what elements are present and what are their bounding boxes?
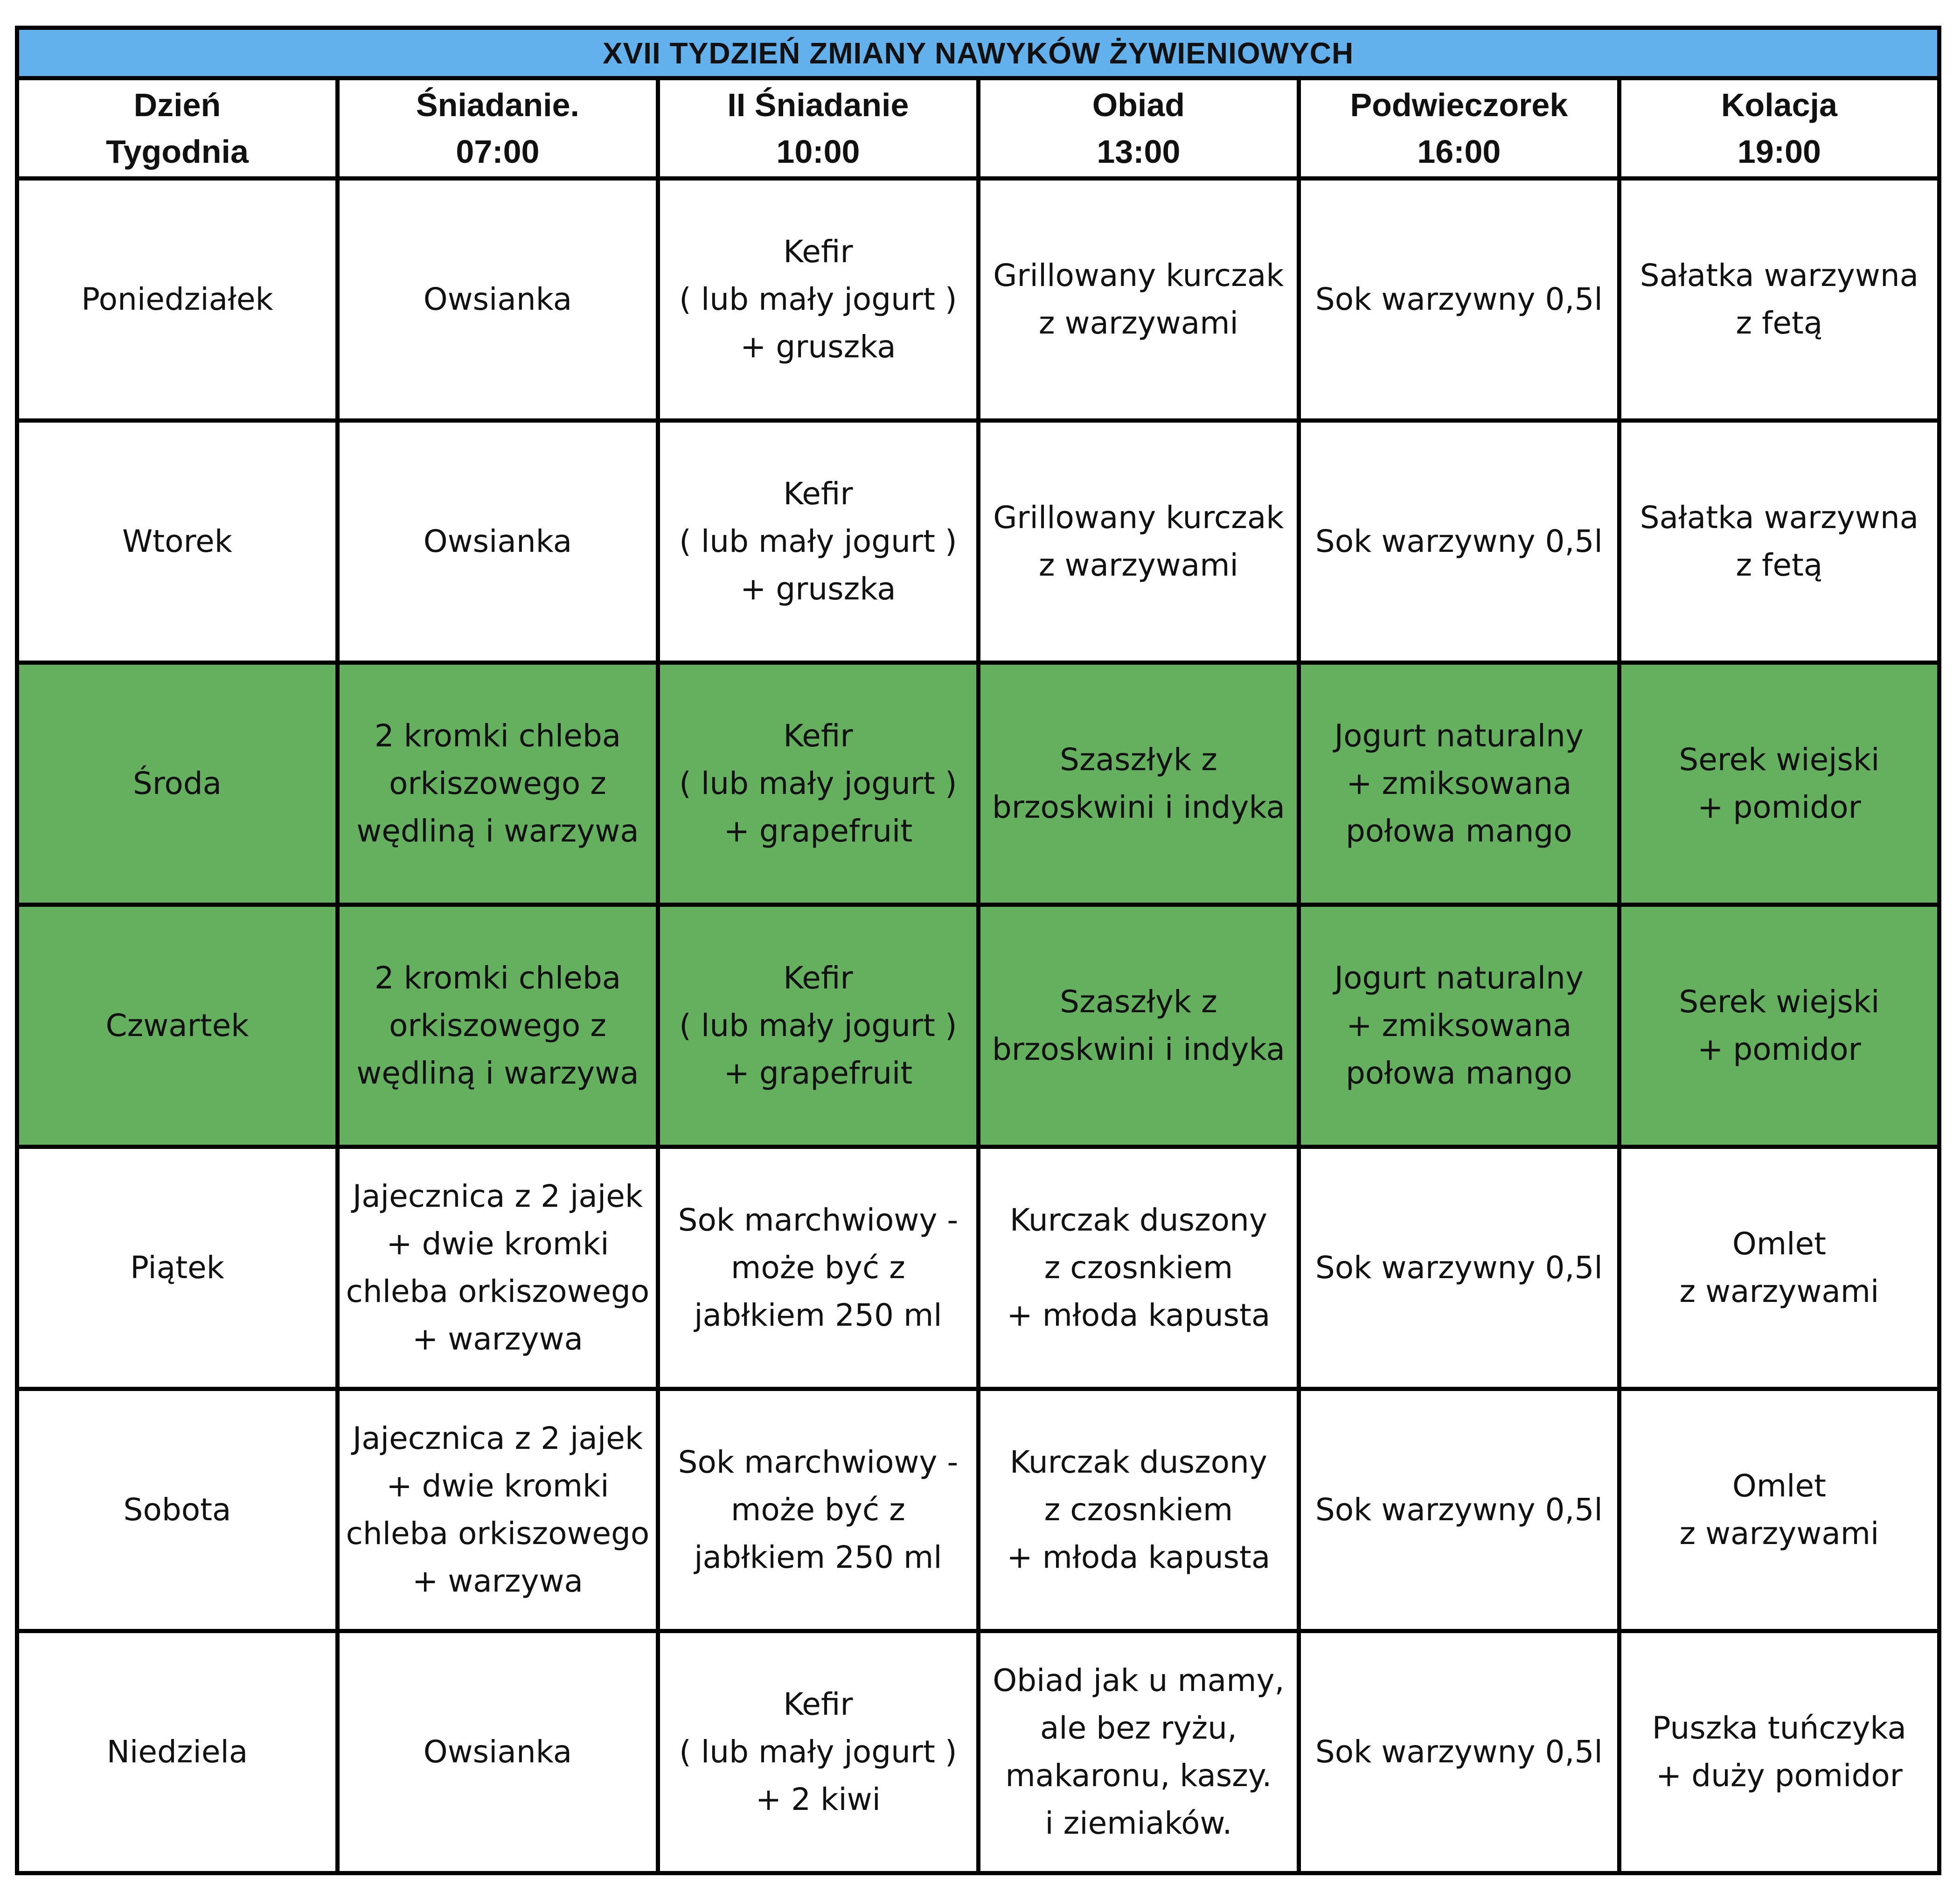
cell-text-line: Kurczak duszony xyxy=(1009,1444,1267,1480)
cell-day xyxy=(17,179,338,421)
cell-lunch xyxy=(978,1389,1299,1631)
cell-second-breakfast xyxy=(658,1631,978,1873)
cell-text-line: ( lub mały jogurt ) xyxy=(679,1734,957,1770)
cell-text-line: Owsianka xyxy=(423,281,572,317)
cell-text-line: Sok warzywny 0,5l xyxy=(1315,1492,1603,1528)
header-row xyxy=(17,78,1939,179)
cell-dinner xyxy=(1619,905,1939,1147)
cell-text-line: + gruszka xyxy=(740,571,896,607)
cell-lunch xyxy=(978,421,1299,663)
cell-lunch xyxy=(978,1147,1299,1389)
table-row xyxy=(17,179,1939,421)
header-breakfast xyxy=(337,78,658,179)
cell-text-line: + grapefruit xyxy=(723,813,913,849)
cell-afternoon-snack xyxy=(1299,1147,1619,1389)
cell-text-line: Omlet xyxy=(1732,1468,1826,1504)
cell-text-line: 13:00 xyxy=(1097,133,1181,170)
cell-text-line: Podwieczorek xyxy=(1350,87,1568,123)
cell-text-line: Piątek xyxy=(130,1250,224,1286)
cell-text-line: Kefir xyxy=(783,234,853,270)
cell-text-line: Sok warzywny 0,5l xyxy=(1315,1250,1603,1286)
cell-text-line: ( lub mały jogurt ) xyxy=(679,765,957,801)
cell-text-line: może być z xyxy=(731,1250,905,1286)
cell-text-line: + dwie kromki xyxy=(386,1468,609,1504)
cell-breakfast xyxy=(337,663,658,905)
cell-text-line: Środa xyxy=(132,765,222,801)
cell-text-line: brzoskwini i indyka xyxy=(992,1031,1285,1067)
cell-text-line: może być z xyxy=(731,1492,905,1528)
cell-text-line: + pomidor xyxy=(1697,789,1861,825)
table-body xyxy=(17,179,1939,1873)
cell-day xyxy=(17,905,338,1147)
cell-afternoon-snack xyxy=(1299,1631,1619,1873)
cell-text-line: Omlet xyxy=(1732,1226,1826,1262)
cell-text-line: + dwie kromki xyxy=(386,1226,609,1262)
cell-text-line: + grapefruit xyxy=(723,1055,913,1091)
cell-text-line: orkiszowego z xyxy=(389,1008,606,1043)
cell-text-line: 19:00 xyxy=(1737,133,1821,170)
cell-text-line: Kolacja xyxy=(1721,87,1837,123)
cell-text-line: 2 kromki chleba xyxy=(374,718,621,754)
cell-day xyxy=(17,1389,338,1631)
cell-text-line: Puszka tuńczyka xyxy=(1652,1710,1906,1746)
cell-text-line: 16:00 xyxy=(1417,133,1501,170)
cell-second-breakfast xyxy=(658,905,978,1147)
cell-text-line: z warzywami xyxy=(1679,1516,1879,1551)
cell-text-line: Szaszłyk z xyxy=(1060,742,1217,778)
cell-day xyxy=(17,1147,338,1389)
cell-second-breakfast xyxy=(658,1147,978,1389)
table-row xyxy=(17,1631,1939,1873)
table-row xyxy=(17,663,1939,905)
table-title: XVII TYDZIEŃ ZMIANY NAWYKÓW ŻYWIENIOWYCH xyxy=(17,28,1939,78)
header-dinner xyxy=(1619,78,1939,179)
cell-text-line: połowa mango xyxy=(1346,1055,1572,1091)
cell-text-line: Kurczak duszony xyxy=(1009,1202,1267,1238)
cell-dinner xyxy=(1619,1389,1939,1631)
cell-text-line: + warzywa xyxy=(412,1321,583,1357)
cell-text-line: Tygodnia xyxy=(106,133,249,170)
cell-lunch xyxy=(978,905,1299,1147)
cell-lunch xyxy=(978,663,1299,905)
cell-text-line: Sok warzywny 0,5l xyxy=(1315,281,1603,317)
cell-text-line: + młoda kapusta xyxy=(1007,1297,1271,1333)
header-afternoon-snack xyxy=(1299,78,1619,179)
table-row xyxy=(17,1147,1939,1389)
meal-plan-table xyxy=(15,26,1941,1875)
cell-text-line: Sok marchwiowy - xyxy=(678,1202,959,1238)
cell-breakfast xyxy=(337,1631,658,1873)
title-row xyxy=(17,28,1939,78)
cell-day xyxy=(17,1631,338,1873)
cell-text-line: wędliną i warzywa xyxy=(356,1055,639,1091)
cell-text-line: Sałatka warzywna xyxy=(1640,257,1919,293)
table-row xyxy=(17,1389,1939,1631)
cell-text-line: Niedziela xyxy=(106,1734,248,1770)
cell-text-line: Sałatka warzywna xyxy=(1640,500,1919,536)
cell-text-line: Kefir xyxy=(783,1686,853,1722)
cell-text-line: brzoskwini i indyka xyxy=(992,789,1285,825)
cell-breakfast xyxy=(337,179,658,421)
cell-text-line: Sobota xyxy=(123,1492,231,1528)
cell-text-line: + młoda kapusta xyxy=(1007,1539,1271,1575)
cell-afternoon-snack xyxy=(1299,1389,1619,1631)
cell-text-line: Sok marchwiowy - xyxy=(678,1444,959,1480)
cell-text-line: Czwartek xyxy=(105,1008,249,1043)
cell-text-line: Poniedziałek xyxy=(81,281,273,317)
cell-text-line: Owsianka xyxy=(423,1734,572,1770)
header-day xyxy=(17,78,338,179)
cell-text-line: z fetą xyxy=(1736,547,1823,583)
cell-text-line: Jajecznica z 2 jajek xyxy=(352,1420,643,1456)
cell-text-line: Jogurt naturalny xyxy=(1334,718,1584,754)
cell-text-line: z czosnkiem xyxy=(1044,1492,1233,1528)
cell-text-line: Grillowany kurczak xyxy=(993,500,1284,536)
cell-text-line: 10:00 xyxy=(776,133,860,170)
table-row xyxy=(17,421,1939,663)
cell-text-line: orkiszowego z xyxy=(389,765,606,801)
cell-text-line: Kefir xyxy=(783,476,853,512)
cell-text-line: z czosnkiem xyxy=(1044,1250,1233,1286)
cell-text-line: Obiad xyxy=(1092,87,1185,123)
cell-text-line: + zmiksowana xyxy=(1346,765,1572,801)
cell-text-line: Szaszłyk z xyxy=(1060,984,1217,1020)
cell-text-line: ( lub mały jogurt ) xyxy=(679,1008,957,1043)
cell-day xyxy=(17,663,338,905)
cell-text-line: + duży pomidor xyxy=(1655,1758,1903,1794)
cell-text-line: + zmiksowana xyxy=(1346,1008,1572,1043)
cell-text-line: Śniadanie. xyxy=(416,87,579,123)
cell-text-line: Sok warzywny 0,5l xyxy=(1315,523,1603,559)
cell-day xyxy=(17,421,338,663)
cell-text-line: Owsianka xyxy=(423,523,572,559)
cell-afternoon-snack xyxy=(1299,905,1619,1147)
cell-text-line: 2 kromki chleba xyxy=(374,960,621,996)
cell-afternoon-snack xyxy=(1299,179,1619,421)
cell-text-line: wędliną i warzywa xyxy=(356,813,639,849)
cell-breakfast xyxy=(337,905,658,1147)
header-lunch xyxy=(978,78,1299,179)
cell-text-line: + 2 kiwi xyxy=(755,1781,881,1817)
cell-text-line: jabłkiem 250 ml xyxy=(694,1539,942,1575)
cell-lunch xyxy=(978,1631,1299,1873)
cell-text-line: + gruszka xyxy=(740,329,896,365)
cell-text-line: Dzień xyxy=(133,87,221,123)
cell-text-line: z fetą xyxy=(1736,305,1823,341)
cell-text-line: ( lub mały jogurt ) xyxy=(679,281,957,317)
cell-text-line: ale bez ryżu, xyxy=(1040,1710,1237,1746)
cell-text-line: jabłkiem 250 ml xyxy=(694,1297,942,1333)
cell-text-line: II Śniadanie xyxy=(727,87,909,123)
cell-text-line: Jogurt naturalny xyxy=(1334,960,1584,996)
cell-second-breakfast xyxy=(658,179,978,421)
cell-text-line: chleba orkiszowego xyxy=(346,1273,650,1309)
cell-text-line: Jajecznica z 2 jajek xyxy=(352,1178,643,1214)
cell-text-line: połowa mango xyxy=(1346,813,1572,849)
cell-text-line: z warzywami xyxy=(1679,1273,1879,1309)
cell-dinner xyxy=(1619,1147,1939,1389)
cell-text-line: Grillowany kurczak xyxy=(993,257,1284,293)
header-second-breakfast xyxy=(658,78,978,179)
cell-text-line: Obiad jak u mamy, xyxy=(993,1662,1285,1698)
cell-second-breakfast xyxy=(658,663,978,905)
cell-second-breakfast xyxy=(658,421,978,663)
cell-text-line: + pomidor xyxy=(1697,1031,1861,1067)
cell-second-breakfast xyxy=(658,1389,978,1631)
cell-text-line: ( lub mały jogurt ) xyxy=(679,523,957,559)
cell-afternoon-snack xyxy=(1299,663,1619,905)
cell-text-line: chleba orkiszowego xyxy=(346,1516,650,1551)
cell-dinner xyxy=(1619,179,1939,421)
cell-dinner xyxy=(1619,663,1939,905)
cell-text-line: i ziemiaków. xyxy=(1045,1805,1232,1841)
cell-afternoon-snack xyxy=(1299,421,1619,663)
cell-text-line: z warzywami xyxy=(1038,547,1238,583)
cell-text-line: Wtorek xyxy=(122,523,232,559)
cell-text-line: Sok warzywny 0,5l xyxy=(1315,1734,1603,1770)
cell-lunch xyxy=(978,179,1299,421)
cell-text-line: Serek wiejski xyxy=(1679,984,1880,1020)
cell-breakfast xyxy=(337,421,658,663)
cell-text-line: Kefir xyxy=(783,718,853,754)
cell-breakfast xyxy=(337,1389,658,1631)
cell-text-line: makaronu, kaszy. xyxy=(1005,1758,1272,1794)
cell-text-line: Kefir xyxy=(783,960,853,996)
cell-dinner xyxy=(1619,421,1939,663)
cell-breakfast xyxy=(337,1147,658,1389)
cell-text-line: z warzywami xyxy=(1038,305,1238,341)
cell-dinner xyxy=(1619,1631,1939,1873)
cell-text-line: + warzywa xyxy=(412,1563,583,1599)
cell-text-line: Serek wiejski xyxy=(1679,742,1880,778)
table-row xyxy=(17,905,1939,1147)
cell-text-line: 07:00 xyxy=(456,133,540,170)
